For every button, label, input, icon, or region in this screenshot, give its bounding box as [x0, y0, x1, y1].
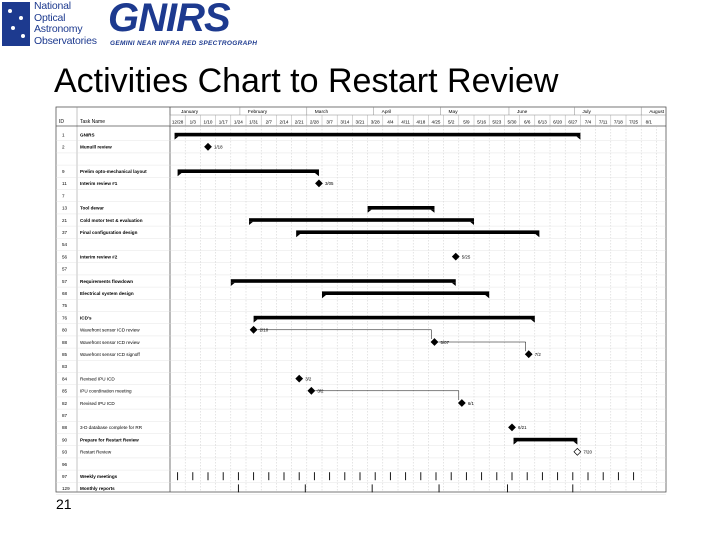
gantt-row-id: 9 — [62, 169, 65, 174]
gantt-milestone-date: 5/25 — [461, 254, 471, 260]
gantt-milestone — [308, 387, 315, 394]
gantt-dependency-link — [315, 388, 458, 400]
gnirs-logo-subtitle: GEMINI NEAR INFRA RED SPECTROGRAPH — [110, 40, 258, 47]
gantt-row-id: 21 — [62, 217, 68, 223]
gantt-row-id: 97 — [62, 474, 68, 479]
gantt-id-header: ID — [59, 119, 64, 125]
gantt-week-label: 8/1 — [645, 119, 652, 125]
gantt-row-id: 75 — [62, 303, 68, 309]
gantt-week-label: 5/16 — [477, 119, 487, 125]
gantt-row-id: 37 — [62, 230, 68, 235]
gantt-month-label: June — [516, 110, 528, 115]
gantt-milestone — [316, 180, 323, 187]
gantt-summary-bar — [296, 230, 539, 234]
gantt-bar-cap — [573, 441, 577, 444]
gantt-milestone-date: 3/2 — [317, 388, 324, 394]
gantt-month-label: March — [314, 110, 329, 115]
gantt-milestone — [458, 400, 465, 407]
gantt-row-id: 57 — [62, 266, 68, 272]
gantt-task-name: Wavefront sensor ICD signoff — [80, 352, 140, 357]
gantt-row-id: 84 — [62, 376, 68, 382]
gantt-bar-cap — [430, 210, 434, 213]
gantt-summary-bar — [249, 218, 474, 222]
gantt-week-label: 3/21 — [355, 119, 365, 125]
gantt-task-name: ICD's — [80, 315, 92, 321]
gantt-milestone-date: 6/1 — [467, 400, 474, 406]
gnirs-logo-title: GNIRS — [108, 0, 230, 40]
gantt-bar-cap — [368, 210, 372, 213]
gantt-task-name: Final configuration design — [80, 230, 138, 235]
gantt-week-label: 4/18 — [416, 119, 426, 125]
gantt-row-id: 90 — [62, 437, 68, 443]
gantt-week-label: 6/20 — [553, 119, 563, 125]
gantt-week-label: 4/11 — [401, 119, 410, 125]
gantt-milestone — [452, 253, 459, 260]
gantt-week-label: 7/4 — [584, 119, 592, 125]
gantt-dependency-link — [258, 327, 432, 339]
page-title: Activities Chart to Restart Review — [54, 62, 559, 100]
gantt-milestone-date: 1/18 — [214, 144, 223, 150]
gantt-bar-cap — [514, 441, 518, 444]
gantt-row-id: 80 — [62, 327, 68, 333]
gantt-milestone — [509, 424, 516, 431]
gantt-summary-bar — [175, 133, 581, 137]
gantt-week-label: 4/25 — [431, 119, 441, 125]
gantt-task-name: Requirements flowdown — [80, 278, 134, 284]
gantt-week-label: 7/25 — [629, 119, 639, 125]
gantt-milestone — [525, 351, 532, 358]
gantt-bar-cap — [315, 173, 319, 176]
gantt-week-label: 2/28 — [309, 119, 319, 125]
gantt-week-label: 5/23 — [492, 119, 502, 125]
gantt-task-name: Wavefront sensor ICD review — [80, 327, 140, 333]
gantt-milestone-date: 6/21 — [518, 425, 527, 431]
gantt-task-name: Weekly meetings — [80, 474, 118, 479]
gantt-week-label: 1/17 — [218, 119, 228, 125]
gantt-milestone-date: 5/07 — [440, 339, 450, 345]
gantt-row-id: 87 — [62, 413, 68, 418]
gantt-week-label: 3/28 — [370, 119, 380, 125]
gantt-bar-cap — [296, 234, 300, 237]
gantt-milestone — [250, 326, 257, 333]
gantt-week-label: 1/31 — [249, 119, 259, 125]
gantt-bar-cap — [470, 222, 474, 225]
gantt-task-name: Revised IPU ICD — [80, 400, 115, 406]
gantt-milestone-date: 3/05 — [324, 181, 334, 187]
gantt-month-label: July — [582, 110, 591, 115]
gantt-week-label: 2/14 — [279, 119, 289, 125]
gantt-task-name: Electrical system design — [80, 291, 134, 296]
gantt-week-label: 6/27 — [568, 119, 578, 125]
gantt-milestone-date: 3/2 — [305, 376, 312, 382]
gantt-summary-bar — [254, 316, 535, 320]
gantt-bar-cap — [485, 295, 489, 298]
gantt-row-id: 56 — [62, 254, 68, 260]
gantt-row-id: 96 — [62, 461, 68, 467]
gantt-task-name: Wavefront sensor ICD review — [80, 339, 140, 345]
gantt-summary-bar — [231, 279, 456, 283]
gantt-row-id: 13 — [62, 205, 68, 211]
gantt-bar-cap — [178, 173, 182, 176]
gantt-task-name: Prelim opto-mechanical layout — [80, 169, 147, 174]
gantt-week-label: 3/14 — [340, 119, 350, 125]
gantt-milestone-date: 7/2 — [534, 352, 541, 357]
gantt-task-name: Cold motor test & evaluation — [80, 217, 143, 223]
gantt-milestone — [205, 143, 212, 150]
gantt-month-label: April — [381, 110, 392, 115]
gantt-row-id: 57 — [62, 278, 68, 284]
gantt-bar-cap — [576, 136, 580, 139]
gantt-week-label: 1/10 — [203, 119, 213, 125]
gantt-dependency-link — [438, 339, 525, 351]
gantt-bar-cap — [535, 234, 539, 237]
gantt-week-label: 4/4 — [387, 119, 394, 125]
gantt-week-label: 7/18 — [613, 119, 623, 125]
gantt-summary-bar — [368, 206, 435, 210]
gantt-milestone — [574, 448, 581, 455]
gantt-row-id: 83 — [62, 364, 68, 370]
gantt-milestone — [431, 339, 438, 346]
gantt-month-label: August — [649, 110, 665, 115]
gantt-frame — [56, 107, 666, 492]
gantt-task-name: 3-D database complete for RR — [80, 425, 143, 431]
gantt-week-label: 2/21 — [294, 119, 304, 125]
gantt-task-name: Interim review #1 — [80, 181, 118, 187]
gantt-week-label: 6/13 — [537, 119, 547, 125]
gantt-row-id: 88 — [62, 425, 68, 431]
gantt-task-name: Tool dewar — [80, 205, 104, 211]
gantt-bar-cap — [175, 136, 179, 139]
gantt-month-label: May — [448, 110, 458, 115]
gantt-summary-bar — [322, 291, 489, 295]
gantt-bar-cap — [254, 319, 258, 322]
gantt-row-id: 11 — [62, 181, 67, 187]
gantt-bar-cap — [231, 283, 235, 286]
gantt-bar-cap — [249, 222, 253, 225]
gantt-week-label: 1/3 — [189, 119, 196, 125]
gantt-month-label: February — [247, 110, 268, 115]
gantt-row-id: 54 — [62, 242, 68, 248]
gantt-week-label: 1/24 — [233, 119, 243, 125]
gantt-bar-cap — [531, 319, 535, 322]
gantt-week-label: 5/30 — [507, 119, 517, 125]
slide-number: 21 — [56, 496, 72, 512]
gantt-task-name: GNIRS — [80, 132, 95, 138]
gantt-row-id: 76 — [62, 315, 68, 321]
gantt-task-name: Revised IPU ICD — [80, 376, 115, 382]
gantt-week-label: 7/11 — [598, 119, 608, 125]
gantt-row-id: 85 — [62, 352, 68, 357]
gantt-week-label: 5/2 — [448, 119, 455, 125]
gantt-row-id: 2 — [62, 144, 65, 150]
gantt-milestone — [296, 375, 303, 382]
gantt-row-id: 82 — [62, 400, 68, 406]
gantt-row-id: 93 — [62, 449, 68, 455]
gantt-bar-cap — [452, 283, 456, 286]
gantt-week-label: 2/7 — [265, 119, 272, 125]
gantt-week-label: 3/7 — [326, 119, 333, 125]
gantt-task-name: Interim review #2 — [80, 254, 118, 260]
gantt-week-label: 12/28 — [171, 119, 184, 125]
gantt-task-header: Task Name — [80, 119, 106, 125]
gantt-row-id: 1 — [62, 132, 65, 138]
gantt-row-id: 129 — [62, 486, 70, 492]
gantt-row-id: 68 — [62, 291, 68, 296]
gantt-milestone-date: 7/20 — [583, 449, 592, 455]
gantt-summary-bar — [514, 438, 578, 442]
gantt-task-name: Monthly reports — [80, 486, 115, 492]
gantt-month-label: January — [181, 110, 199, 115]
noao-name: National Optical Astronomy Observatories — [34, 0, 97, 47]
gantt-milestone-date: 2/10 — [259, 327, 269, 333]
gantt-week-label: 6/6 — [524, 119, 531, 125]
gantt-row-id: 88 — [62, 339, 68, 345]
gantt-task-name: IPU coordination meeting — [80, 388, 132, 394]
gantt-row-id: 85 — [62, 388, 68, 394]
gantt-bar-cap — [322, 295, 326, 298]
gantt-summary-bar — [178, 169, 319, 173]
gantt-task-name: Prepare for Restart Review — [80, 437, 139, 443]
gantt-task-name: Munuill review — [80, 144, 112, 150]
gantt-row-id: 7 — [62, 193, 65, 199]
gantt-week-label: 5/9 — [463, 119, 470, 125]
gantt-task-name: Restart Review — [80, 449, 112, 455]
